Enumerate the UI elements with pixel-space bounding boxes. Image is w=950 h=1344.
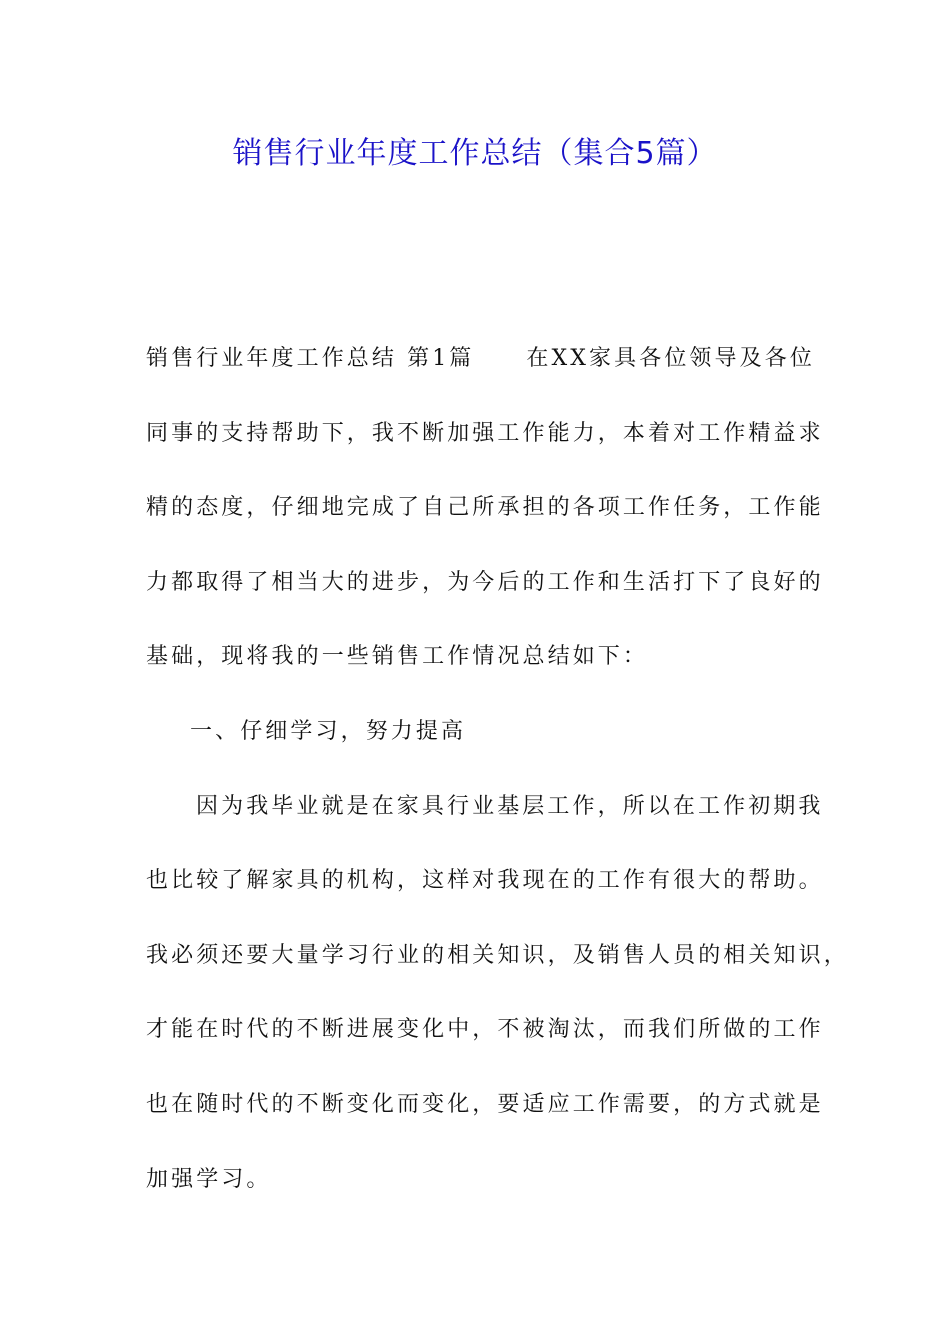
article-heading: 销售行业年度工作总结 第1篇 [146, 346, 475, 371]
section-heading: 一、仔细学习，努力提高 [190, 718, 467, 744]
document-body [146, 335, 849, 1230]
body-line: 力都取得了相当大的进步，为今后的工作和生活打下了良好的 [146, 569, 824, 595]
body-line: 也在随时代的不断变化而变化，要适应工作需要，的方式就是 [146, 1091, 824, 1117]
body-line: 精的态度，仔细地完成了自己所承担的各项工作任务，工作能 [146, 495, 824, 521]
body-line: 加强学习。 [146, 1166, 272, 1192]
body-text-run: 在XX家具各位领导及各位 [526, 346, 815, 371]
body-line [146, 335, 815, 410]
body-line: 也比较了解家具的机构，这样对我现在的工作有很大的帮助。 [146, 868, 824, 894]
body-line: 我必须还要大量学习行业的相关知识，及销售人员的相关知识， [146, 942, 849, 968]
body-line: 同事的支持帮助下，我不断加强工作能力，本着对工作精益求 [146, 420, 824, 446]
body-line: 才能在时代的不断进展变化中，不被淘汰，而我们所做的工作 [146, 1017, 824, 1043]
document-title: 销售行业年度工作总结（集合5篇） [232, 136, 718, 171]
body-line: 因为我毕业就是在家具行业基层工作，所以在工作初期我 [196, 793, 824, 819]
body-line: 基础，现将我的一些销售工作情况总结如下： [146, 644, 649, 670]
